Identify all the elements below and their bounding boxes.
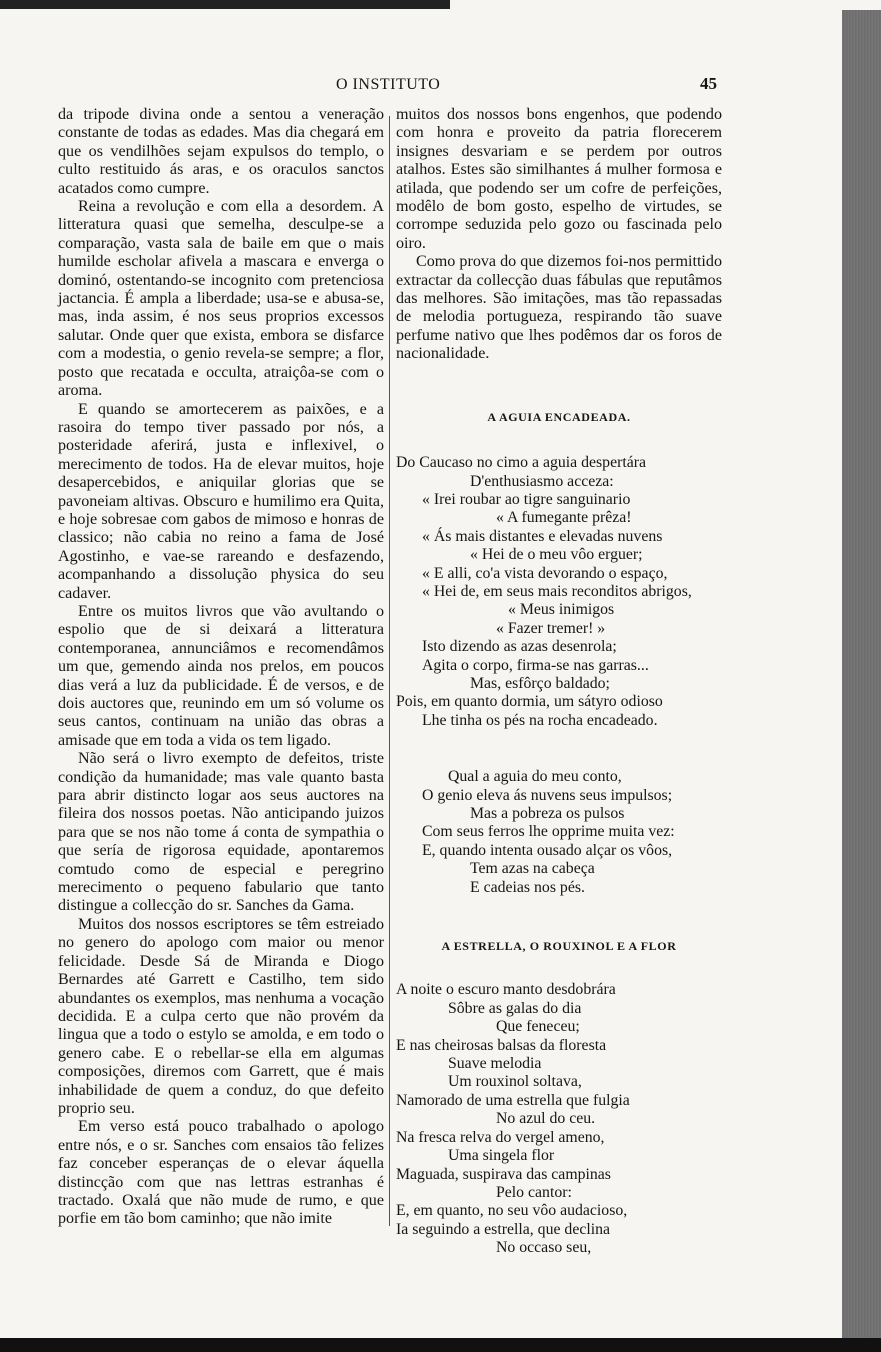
verse-line: Lhe tinha os pés na rocha encadeado. [422,711,658,729]
verse-line: Do Caucaso no cimo a aguia despertára [396,454,647,472]
verse-line: A noite o escuro manto desdobrára [396,981,616,999]
left-column-paragraph: Muitos dos nossos escriptores se têm estreiado no genero do apologo com maior ou menor felicidade. Desde Sá de Miranda e Diogo Bernardes até Garrett e Castilho, tem sido abundantes os exemplos, mas nenhuma a vocação decidida. E a culpa certo que não provém da lingua que a todo o estylo se amolda, e em todo o genero cabe. E o rebellar-se ella em algumas composições, diremos com Garrett, que é mais inhabilidade de quem a conduz, do que defeito proprio seu. [58,915,384,1117]
verse-line: « Fazer tremer! » [496,619,606,637]
left-column-paragraph: Reina a revolução e com ella a desordem. A litteratura quasi que semelha, desculpe-se a comparação, vasta sala de baile em que o mais humilde escholar afivela a mascara e enverga o dominó, ostentando-se incognito com pretenciosa jactancia. É ampla a liberdade; usa-se e abusa-se, mas, inda assim, é nos seus proprios excessos salutar. Onde quer que exista, embora se disfarce com a modestia, o genio revela-se sempre; a flor, posto que recatada e occulta, atraiçôa-se com o aroma. [58,198,384,400]
poem-stanza [396,768,722,897]
page-top-edge [0,0,881,10]
verse-line: No occaso seu, [496,1239,592,1257]
stanza-break [396,730,722,768]
scan-bottom-edge [0,1338,881,1352]
left-column-paragraph: Entre os muitos livros que vão avultando o espolio que de si deixará a litteratura contemporanea, annunciâmos e recomendâmos um que, gemendo ainda nos prelos, em poucos dias verá a luz da publicidade. É de versos, e de dois auctores que, reunindo em um só volume os seus cantos, continuam na união das obras a amisade que em toda a vida os tem ligado. [58,602,384,749]
poem-title-aguia: A AGUIA ENCADEADA. [487,409,631,424]
verse-line: Isto dizendo as azas desenrola; [422,638,617,656]
scan-shadow [0,0,450,9]
poem-estrella-rouxinol-flor [396,981,722,1257]
poem-stanza [396,981,722,1257]
verse-line: Que feneceu; [496,1018,580,1036]
verse-line: « Irei roubar ao tigre sanguinario [422,490,631,508]
verse-line: Tem azas na cabeça [470,860,595,878]
left-column [58,106,384,1229]
running-title: O INSTITUTO [336,76,441,93]
verse-line: Mas a pobreza os pulsos [470,805,625,822]
poem-stanza [396,454,722,730]
verse-line: E, quando intenta ousado alçar os vôos, [422,841,673,859]
verse-line: No azul do ceu. [496,1110,596,1128]
verse-line: « E alli, co'a vista devorando o espaço, [422,564,668,582]
verse-line: Namorado de uma estrella que fulgia [396,1091,630,1109]
left-column-paragraph: Não será o livro exempto de defeitos, triste condição da humanidade; mas vale quanto basta para abrir distincto logar aos seus auctores na fileira dos nossos poetas. Não anticipando juizos para que se nos não tome á conta de sympathia o que sería de rigorosa equidade, apontaremos comtudo como de especial e peregrino merecimento o pequeno fabulario que tanto distingue a collecção do sr. Sanches da Gama. [58,750,384,915]
verse-line: Na fresca relva do vergel ameno, [396,1128,605,1146]
verse-line: Suave melodia [448,1055,542,1073]
verse-line: Ia seguindo a estrella, que declina [396,1220,611,1238]
verse-line: Um rouxinol soltava, [448,1073,582,1091]
right-column [396,106,722,1258]
verse-line: Uma singela flor [448,1147,555,1165]
verse-line: « Ás mais distantes e elevadas nuvens [422,527,663,545]
verse-line: E cadeias nos pés. [470,878,585,896]
verse-line: Maguada, suspirava das campinas [396,1165,611,1183]
verse-line: « Meus inimigos [508,601,615,619]
verse-line: « Hei de, em seus mais reconditos abrigos, [422,582,692,600]
verse-line: Agita o corpo, firma-se nas garras... [422,656,649,674]
left-column-paragraph: Em verso está pouco trabalhado o apologo entre nós, e o sr. Sanches com ensaios tão felizes faz conceber esperanças de o elevar áquella distincção com que nas lettras estranhas é tractado. Oxalá que não mude de rumo, e que porfie em tão bom caminho; que não imite [58,1118,384,1228]
verse-line: O genio eleva ás nuvens seus impulsos; [422,786,673,804]
page-stack-edge [842,10,881,1340]
right-column-paragraph: Como prova do que dizemos foi-nos permittido extractar da collecção duas fábulas que reputâmos das melhores. São imitações, mas tão repassadas de melodia portugueza, respirando tão suave perfume nativo que lhes podêmos dar os foros de nacionalidade. [396,253,722,363]
verse-line: Qual a aguia do meu conto, [448,768,622,786]
poem-title-estrella: A ESTRELLA, O ROUXINOL E A FLOR [441,939,677,954]
verse-line: Pelo cantor: [496,1183,572,1201]
left-column-paragraph: da tripode divina onde a sentou a veneração constante de todas as edades. Mas dia chegará em que os vendilhões sejam expulsos do templo, o culto restituido ás aras, e os oraculos sanctos acatados como cumpre. [58,106,384,197]
verse-line: Mas, esfôrço baldado; [470,674,610,692]
verse-line: D'enthusiasmo acceza: [470,472,614,490]
verse-line: E nas cheirosas balsas da floresta [396,1036,607,1054]
right-column-prose [396,106,722,364]
poem-aguia-encadeada [396,454,722,897]
verse-line: E, em quanto, no seu vôo audacioso, [396,1202,628,1220]
column-divider [389,116,390,1226]
right-column-paragraph: muitos dos nossos bons engenhos, que podendo com honra e proveito da patria florecerem insignes desvariam e se perdem por outros atalhos. Estes são similhantes á mulher formosa e atilada, que podendo ser um cofre de perfeições, modêlo de bom gosto, espelho de virtudes, se corrompe seduzida pelo gozo ou fascinada pelo oiro. [396,106,722,252]
verse-line: « Hei de o meu vôo erguer; [470,546,643,564]
verse-line: Pois, em quanto dormia, um sátyro odioso [396,693,663,711]
left-column-paragraph: E quando se amortecerem as paixões, e a rasoira do tempo tiver passado por nós, a posteridade aferirá, justa e inflexivel, o merecimento de todos. Ha de elevar muitos, hoje desapercebidos, e aniquilar glorias que se pavoneiam altivas. Obscuro e humilimo era Quita, e hoje sobresae com gabos de mimoso e honras de classico; não cabia no reino a fama de José Agostinho, e vae-se rareando e desfazendo, acompanhando a dissolução physica do seu cadaver. [58,400,384,602]
verse-line: « A fumegante prêza! [496,509,632,527]
verse-line: Com seus ferros lhe opprime muita vez: [422,823,675,841]
verse-line: Sôbre as galas do dia [448,999,582,1017]
page-number: 45 [700,74,717,93]
